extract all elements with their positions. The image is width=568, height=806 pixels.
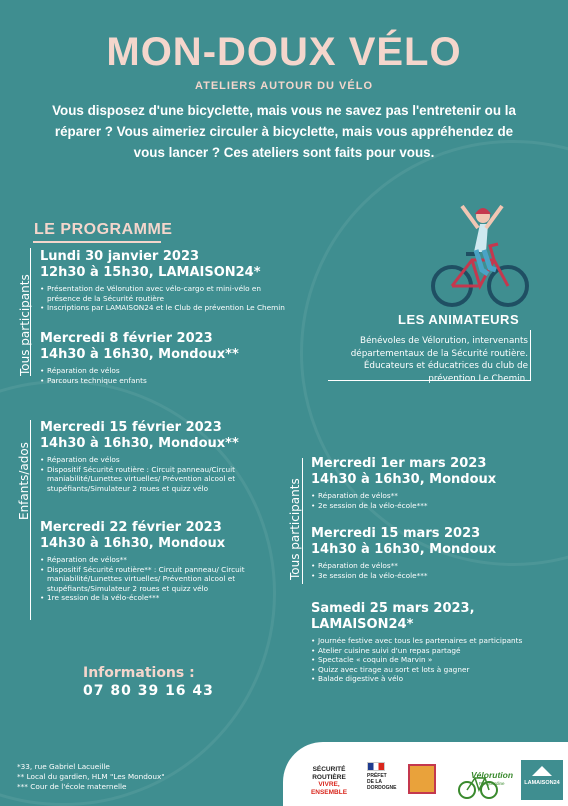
group2-label: Enfants/ados bbox=[17, 442, 31, 520]
session-time: 12h30 à 15h30, LAMAISON24* bbox=[40, 265, 261, 280]
session-item: • Dispositif Sécurité routière** : Circuit panneau/ Circuit maniabilité/Lunettes virtuelles/ Prévention alcool et stupéfiants/Simulateur 2 roues et quizz vélo bbox=[40, 565, 285, 594]
session-item: • Atelier cuisine suivi d'un repas partagé bbox=[311, 646, 556, 656]
session-time: LAMAISON24* bbox=[311, 617, 414, 632]
group3-label: Tous participants bbox=[288, 478, 302, 580]
animateurs-text: Bénévoles de Vélorution, intervenants départementaux de la Sécurité routière. Éducateurs et éducatrices du club de prévention Le Chemin. bbox=[350, 336, 528, 384]
velorution-logo: Vélorution Périgourdine bbox=[455, 764, 515, 805]
phone-number: 07 80 39 16 43 bbox=[83, 683, 214, 699]
group1-label: Tous participants bbox=[18, 274, 32, 376]
session-time: 14h30 à 16h30, Mondoux bbox=[311, 472, 497, 487]
session-item: • Balade digestive à vélo bbox=[311, 674, 556, 684]
group3-line bbox=[302, 458, 303, 584]
programme-title-underline bbox=[33, 241, 161, 243]
session-item: • 2e session de la vélo-école*** bbox=[311, 501, 551, 511]
programme-title: LE PROGRAMME bbox=[34, 221, 173, 238]
session-time: 14h30 à 16h30, Mondoux** bbox=[40, 347, 239, 362]
lamaison24-logo: LAMAISON24 bbox=[521, 760, 563, 800]
session-time: 14h30 à 16h30, Mondoux bbox=[311, 542, 497, 557]
session-5 bbox=[311, 456, 551, 510]
session-item: • Réparation de vélos** bbox=[311, 561, 551, 571]
session-item: • 3e session de la vélo-école*** bbox=[311, 571, 551, 581]
session-item: • Spectacle « coquin de Marvin » bbox=[311, 655, 556, 665]
session-item: • Parcours technique enfants bbox=[40, 376, 290, 386]
session-item: • Réparation de vélos bbox=[40, 366, 290, 376]
departement-logo bbox=[408, 764, 436, 794]
session-item: • Réparation de vélos bbox=[40, 455, 285, 465]
footnote: *** Cour de l'école maternelle bbox=[17, 781, 127, 791]
flag-icon bbox=[367, 762, 385, 771]
session-3 bbox=[40, 420, 285, 493]
session-2 bbox=[40, 331, 290, 385]
session-7 bbox=[311, 601, 556, 684]
footnotes bbox=[17, 762, 165, 791]
session-time: 14h30 à 16h30, Mondoux** bbox=[40, 436, 239, 451]
prefet-logo: PRÉFET DE LA DORDOGNE bbox=[367, 762, 397, 791]
page-subtitle: ATELIERS AUTOUR DU VÉLO bbox=[194, 80, 374, 92]
session-date: Lundi 30 janvier 2023 bbox=[40, 249, 200, 264]
session-date: Samedi 25 mars 2023, bbox=[311, 601, 475, 616]
session-6 bbox=[311, 526, 551, 580]
session-date: Mercredi 22 février 2023 bbox=[40, 520, 222, 535]
session-date: Mercredi 8 février 2023 bbox=[40, 331, 213, 346]
session-date: Mercredi 1er mars 2023 bbox=[311, 456, 487, 471]
session-item: • Dispositif Sécurité routière : Circuit panneau/Circuit maniabilité/Lunettes virtuelles/ Prévention alcool et stupéfiants/Simulateur 2 roues et quizz vélo bbox=[40, 465, 285, 494]
securite-routiere-logo: SÉCURITÉ ROUTIÈRE VIVRE, ENSEMBLE bbox=[310, 766, 348, 796]
session-item: • Présentation de Vélorution avec vélo-cargo et mini-vélo en présence de la Sécurité routière bbox=[40, 284, 290, 303]
partner-logos bbox=[283, 742, 568, 806]
session-item: • 1re session de la vélo-école*** bbox=[40, 593, 285, 603]
session-date: Mercredi 15 mars 2023 bbox=[311, 526, 481, 541]
session-date: Mercredi 15 février 2023 bbox=[40, 420, 222, 435]
informations-title: Informations : bbox=[83, 665, 195, 681]
session-item: • Réparation de vélos** bbox=[40, 555, 285, 565]
house-icon bbox=[532, 766, 552, 776]
page-title: MON-DOUX VÉLO bbox=[106, 30, 462, 74]
session-time: 14h30 à 16h30, Mondoux bbox=[40, 536, 226, 551]
session-1 bbox=[40, 249, 290, 313]
intro-text: Vous disposez d'une bicyclette, mais vous ne savez pas l'entretenir ou la réparer ? Vous aimeriez circuler à bicyclette, mais vous appréhendez de vous lancer ? Ces ateliers sont faits pour vous. bbox=[52, 103, 516, 160]
session-item: • Inscriptions par LAMAISON24 et le Club de prévention Le Chemin bbox=[40, 303, 290, 313]
footnote: ** Local du gardien, HLM "Les Mondoux" bbox=[17, 771, 165, 781]
footnote: *33, rue Gabriel Lacueille bbox=[17, 762, 110, 771]
animateurs-title: LES ANIMATEURS bbox=[398, 312, 520, 327]
session-4 bbox=[40, 520, 285, 603]
session-item: • Quizz avec tirage au sort et lots à gagner bbox=[311, 665, 556, 675]
session-item: • Réparation de vélos** bbox=[311, 491, 551, 501]
session-item: • Journée festive avec tous les partenaires et participants bbox=[311, 636, 556, 646]
cyclist-illustration bbox=[428, 198, 530, 310]
